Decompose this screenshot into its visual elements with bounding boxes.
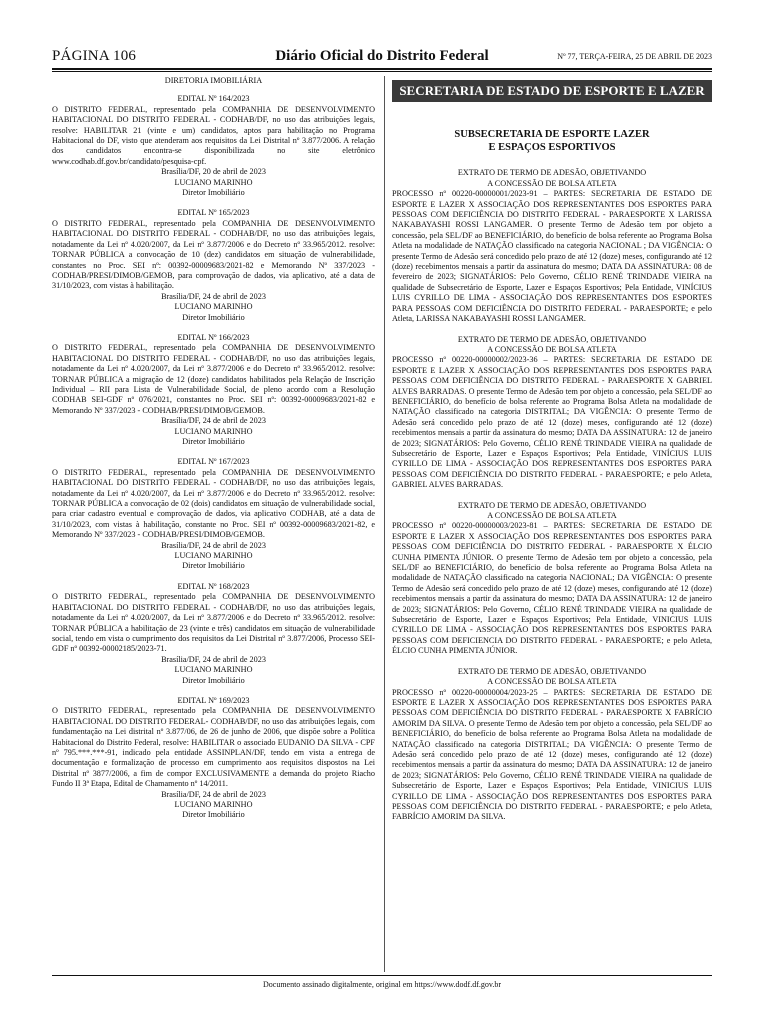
- extrato-body: PROCESSO nº 00220-00000004/2023-25 – PARTES: SECRETARIA DE ESTADO DE ESPORTE E LAZER X ASSOCIAÇÃO DOS REPRESENTANTES DOS ESPORTES PARA PESSOAS COM DEFICIÊNCIA DO DISTRITO FEDERAL - PARAESPORTE X FABRÍCIO AMORIM DA SILVA. O presente Termo de Adesão tem por objeto a concessão, pela SEL/DF ao BENEFICIÁRIO, do benefício de bolsa referente ao Programa Bolsa Atleta na modalidade de NATAÇÃO classificado na categoria DISTRITAL; DA VIGÊNCIA: O presente Termo de Adesão será concedido pelo prazo de até 12 (doze) meses, configurando até 12 (doze) recebimentos mensais a partir da assinatura do mesmo; DATA DA ASSINATURA: 12 de janeiro de 2023; SIGNATÁRIOS: Pelo Governo, CÉLIO RENÉ TRINDADE VIEIRA na qualidade de Subsecretário de Esporte, Lazer e Espaços Esportivos; Pela Entidade, VINICIUS LUIS CYRILLO DE LIMA - ASSOCIAÇÃO DOS REPRESENTANTES DOS ESPORTES PARA PESSOAS COM DEFICIÊNCIA DO DISTRITO FEDERAL - PARAESPORTE; e pelo Atleta, FABRÍCIO AMORIM DA SILVA.: [392, 687, 712, 822]
- edital-block: [52, 208, 375, 322]
- edital-role: Diretor Imobiliário: [182, 312, 245, 322]
- edital-title: EDITAL Nº 168/2023: [177, 581, 250, 591]
- edital-place-date: Brasília/DF, 24 de abril de 2023: [161, 540, 266, 550]
- edital-place-date: Brasília/DF, 24 de abril de 2023: [161, 291, 266, 301]
- section-title: DIRETORIA IMOBILIÁRIA: [164, 76, 263, 85]
- edital-place-date: Brasília/DF, 24 de abril de 2023: [161, 416, 266, 426]
- extrato-title-line1: EXTRATO DE TERMO DE ADESÃO, OBJETIVANDO: [457, 500, 647, 510]
- secretariat-banner: SECRETARIA DE ESTADO DE ESPORTE E LAZER: [392, 80, 712, 102]
- extrato-block: [392, 501, 712, 657]
- subsecretariat-title-line2: E ESPAÇOS ESPORTIVOS: [488, 142, 616, 154]
- edital-block: [52, 94, 375, 198]
- extrato-body: PROCESSO nº 00220-00000003/2023-81 – PARTES: SECRETARIA DE ESTADO DE ESPORTE E LAZER X ASSOCIAÇÃO DOS REPRESENTANTES DOS ESPORTES PARA PESSOAS COM DEFICIÊNCIA DO DISTRITO FEDERAL - PARAESPORTE X ÉLCIO CUNHA PIMENTA JÚNIOR. O presente Termo de Adesão tem por objeto a concessão, pela SEL/DF ao BENEFICIÁRIO, do benefício de bolsa referente ao Programa Bolsa Atleta na modalidade de NATAÇÃO classificado na categoria NACIONAL; DA VIGÊNCIA: O presente Termo de Adesão será concedido pelo prazo de até 12 (doze) meses, configurando até 12 (doze) recebimentos mensais a partir da assinatura do mesmo; DATA DA ASSINATURA: 12 de janeiro de 2023; SIGNATÁRIOS: Pelo Governo, CÉLIO RENÉ TRINDADE VIEIRA na qualidade de Subsecretário de Esporte, Lazer e Espaços Esportivos; Pela Entidade, VINICIUS LUIS CYRILLO DE LIMA - ASSOCIAÇÃO DOS REPRESENTANTES DOS ESPORTES PARA PESSOAS COM DEFICIENCIA DO DISTRITO FEDERAL - PARAESPORTE; e pelo Atleta, ÉLCIO CUNHA PIMENTA JÚNIOR.: [392, 521, 712, 656]
- edital-body: O DISTRITO FEDERAL, representado pela COMPANHIA DE DESENVOLVIMENTO HABITACIONAL DO DISTRITO FEDERAL - CODHAB/DF, no uso das atribuições legais, resolve: HABILITAR 21 (vinte e um) candidatos, aptos para habilitação no Programa Habitacional do DF, visto que atenderam aos requisitos da Lei Distrital nº 3.877/2006. A relação dos candidatos encontra-se disponibilizada no site eletrônico www.codhab.df.gov.br/candidato/pesquisa-cpf.: [52, 104, 375, 166]
- extrato-block: [392, 335, 712, 491]
- left-column: [52, 76, 375, 831]
- edital-block: [52, 696, 375, 821]
- page-number: PÁGINA 106: [52, 48, 137, 64]
- edital-signer: LUCIANO MARINHO: [174, 177, 253, 187]
- edital-body: O DISTRITO FEDERAL, representado pela COMPANHIA DE DESENVOLVIMENTO HABITACIONAL DO DISTRITO FEDERAL - CODHAB/DF, no uso das atribuições legais, notadamente da Lei nº 4.020/2007, da Lei nº 3.877/2006 e do Decreto nº 33.965/2012. resolve: TORNAR PÚBLICA a convocação de 10 (dez) candidatos em situação de vulnerabilidade, constantes no Proc. SEI nº: 00392-00009683/2021-82 e Memorando Nº 337/2023 - CODHAB/PRESI/DIMOB/GEMOB, para comprovação de dados, via aplicativo, até a data de 31/10/2023, com vistas à habilitação.: [52, 218, 375, 291]
- edital-role: Diretor Imobiliário: [182, 561, 245, 571]
- subsecretariat-title-line1: SUBSECRETARIA DE ESPORTE LAZER: [454, 129, 650, 141]
- extrato-block: [392, 667, 712, 823]
- extrato-title-line1: EXTRATO DE TERMO DE ADESÃO, OBJETIVANDO: [457, 168, 647, 178]
- page-header: [52, 46, 712, 68]
- extrato-title-line1: EXTRATO DE TERMO DE ADESÃO, OBJETIVANDO: [457, 334, 647, 344]
- edital-body: O DISTRITO FEDERAL, representado pela COMPANHIA DE DESENVOLVIMENTO HABITACIONAL DO DISTRITO FEDERAL - CODHAB/DF, no uso das atribuições legais, notadamente da Lei nº 4.020/2007, da Lei nº 3.877/2006 e do Decreto nº 33.965/2012. resolve: TORNAR PÚBLICA a convocação de 02 (dois) candidatos em situação de vulnerabilidade social, para criar cadastro eventual e comprovação de dados, via aplicativo CODHAB, até a data de 31/10/2023, com vistas à habilitação, constante no Proc. SEI nº 00392-00009683/2021-82, e Memorando Nº 337/2023 - CODHAB/PRESI/DIMOB/GEMOB.: [52, 467, 375, 540]
- right-column: [392, 76, 712, 833]
- edital-title: EDITAL Nº 164/2023: [177, 94, 250, 104]
- footer-rule: [52, 975, 712, 976]
- extrato-title-line1: EXTRATO DE TERMO DE ADESÃO, OBJETIVANDO: [457, 666, 647, 676]
- edital-place-date: Brasília/DF, 20 de abril de 2023: [161, 167, 266, 177]
- edital-place-date: Brasília/DF, 24 de abril de 2023: [161, 654, 266, 664]
- extrato-title-line2: A CONCESSÃO DE BOLSA ATLETA: [487, 178, 617, 188]
- edital-signer: LUCIANO MARINHO: [174, 800, 253, 809]
- extrato-title-line2: A CONCESSÃO DE BOLSA ATLETA: [487, 677, 617, 687]
- edital-signer: LUCIANO MARINHO: [174, 302, 253, 312]
- extrato-title-line2: A CONCESSÃO DE BOLSA ATLETA: [487, 511, 617, 520]
- edital-role: Diretor Imobiliário: [182, 188, 245, 198]
- extrato-title-line2: A CONCESSÃO DE BOLSA ATLETA: [487, 344, 617, 354]
- edital-block: [52, 582, 375, 686]
- edital-signer: LUCIANO MARINHO: [174, 665, 253, 675]
- footer-note: Documento assinado digitalmente, original em https://www.dodf.df.gov.br: [262, 980, 502, 989]
- edital-title: EDITAL Nº 169/2023: [177, 695, 250, 705]
- edital-body: O DISTRITO FEDERAL, representado pela COMPANHIA DE DESENVOLVIMENTO HABITACIONAL DO DISTRITO FEDERAL - CODHAB/DF, no uso das atribuições legais, notadamente da Lei nº 4.020/2007, da Lei nº 3.877/2006 e do Decreto nº 33.965/2012. resolve: TORNAR PÚBLICA a habilitação de 23 (vinte e três) candidatos em situação de vulnerabilidade social, tendo em vista o cumprimento dos requisitos da Lei Distrital nº 3.877/2006, Processo SEI-GDF nº 00392-00002185/2023-71.: [52, 592, 375, 654]
- extrato-block: [392, 168, 712, 324]
- edital-title: EDITAL Nº 167/2023: [177, 457, 250, 467]
- header-rule-thin: [52, 71, 712, 72]
- edital-place-date: Brasília/DF, 24 de abril de 2023: [161, 789, 266, 799]
- extrato-body: PROCESSO nº 00220-00000002/2023-36 – PARTES: SECRETARIA DE ESTADO DE ESPORTE E LAZER X ASSOCIAÇÃO DOS REPRESENTANTES DOS ESPORTES PARA PESSOAS COM DEFICIÊNCIA DO DISTRITO FEDERAL - PARAESPORTE X GABRIEL ALVES BARRADAS. O presente Termo de Adesão tem por objeto a concessão, pela SEL/DF ao BENEFICIÁRIO, do benefício de bolsa referente ao Programa Bolsa Atleta na modalidade de NATAÇÃO classificado na categoria DISTRITAL; DA VIGÊNCIA: O presente Termo de Adesão será concedido pelo prazo de até 12 (doze) meses, configurando até 12 (doze) recebimentos mensais a partir da assinatura do mesmo; DATA DA ASSINATURA: 12 de janeiro de 2023; SIGNATÁRIOS: Pelo Governo, CÉLIO RENÉ TRINDADE VIEIRA na qualidade de Subsecretário de Esporte, Lazer e Espaços Esportivos; Pela Entidade, VINÍCIUS LUIS CYRILLO DE LIMA - ASSOCIAÇÃO DOS REPRESENTANTES DOS ESPORTES PARA PESSOAS COM DEFICIÊNCIA DO DISTRITO FEDERAL - PARAESPORTE; e pelo Atleta, GABRIEL ALVES BARRADAS.: [392, 355, 712, 490]
- edital-role: Diretor Imobiliário: [182, 810, 245, 820]
- edital-block: [52, 333, 375, 447]
- extrato-body: PROCESSO nº 00220-00000001/2023-91 – PARTES: SECRETARIA DE ESTADO DE ESPORTE E LAZER X ASSOCIAÇÃO DOS REPRESENTANTES DOS ESPORTES PARA PESSOAS COM DEFICIÊNCIA DO DISTRITO FEDERAL - PARAESPORTE X LARISSA NAKABAYASHI ROSSI LANGAMER. O presente Termo de Adesão tem por objeto a concessão, pela SEL/DF ao BENEFICIÁRIO, do benefício de bolsa referente ao Programa Bolsa Atleta na modalidade de NATAÇÃO classificado na categoria NACIONAL ; DA VIGÊNCIA: O presente Termo de Adesão será concedido pelo prazo de até 12 (doze) meses, configurando até 12 (doze) recebimentos mensais a partir da assinatura do mesmo; DATA DA ASSINATURA: 08 de fevereiro de 2023; SIGNATÁRIOS: Pelo Governo, CÉLIO RENÉ TRINDADE VIEIRA na qualidade de Subsecretário de Esporte, Lazer e Espaços Esportivos; Pela Entidade, VINÍCIUS LUIS CYRILLO DE LIMA - ASSOCIAÇÃO DOS REPRESENTANTES DOS ESPORTES PARA PESSOAS COM DEFICIÊNCIA DO DISTRITO FEDERAL - PARAESPORTE; e pelo Atleta, LARISSA NAKABAYASHI ROSSI LANGAMER.: [392, 189, 712, 324]
- edital-signer: LUCIANO MARINHO: [174, 426, 253, 436]
- edital-block: [52, 457, 375, 571]
- issue-date: Nº 77, TERÇA-FEIRA, 25 DE ABRIL DE 2023: [557, 52, 712, 61]
- edital-role: Diretor Imobiliário: [182, 675, 245, 685]
- edital-body: O DISTRITO FEDERAL, representado pela COMPANHIA DE DESENVOLVIMENTO HABITACIONAL DO DISTRITO FEDERAL - CODHAB/DF, no uso das atribuições legais, notadamente da Lei nº 4.020/2007, da Lei nº 3.877/2006 e do Decreto nº 33.965/2012. resolve: TORNAR PÚBLICA a migração de 12 (doze) candidatos habilitados pela Relação de Inscrição Individual – RII para Lista de Vulnerabilidade Social, de pleno acordo com a Resolução CODHAB SEI-GDF nº 076/2021, constantes no Proc. SEI nº: 00392-00009683/2021-82 e Memorando Nº 337/2023 - CODHAB/PRESI/DIMOB/GEMOB.: [52, 343, 375, 415]
- header-rule: [52, 68, 712, 70]
- edital-body: O DISTRITO FEDERAL, representado pela COMPANHIA DE DESENVOLVIMENTO HABITACIONAL DO DISTRITO FEDERAL- CODHAB/DF, no uso das atribuições legais, com fundamentação na Lei distrital nº 3.877/06, de 26 de junho de 2006, que dispõe sobre a Política Habitacional do Distrito Federal, resolve: HABILITAR o associado EUDANIO DA SILVA - CPF nº 795.***.***-91, indicado pela entidade ASSINPLAN/DF, tendo em vista a entrega de documentação e formalização de processo em cumprimento aos requisitos dispostos na Lei Distrital nº 3877/2006, a fim de compor EXCLUSIVAMENTE a demanda do projeto Riacho Fundo II 3ª Etapa, Edital de Chamamento nº 14/2011.: [52, 706, 375, 789]
- column-divider: [384, 76, 385, 972]
- edital-title: EDITAL Nº 165/2023: [177, 208, 250, 218]
- publication-title: Diário Oficial do Distrito Federal: [275, 48, 489, 64]
- subsecretariat-title: [392, 128, 712, 154]
- edital-title: EDITAL Nº 166/2023: [177, 332, 250, 342]
- edital-role: Diretor Imobiliário: [182, 437, 245, 446]
- edital-signer: LUCIANO MARINHO: [174, 551, 253, 561]
